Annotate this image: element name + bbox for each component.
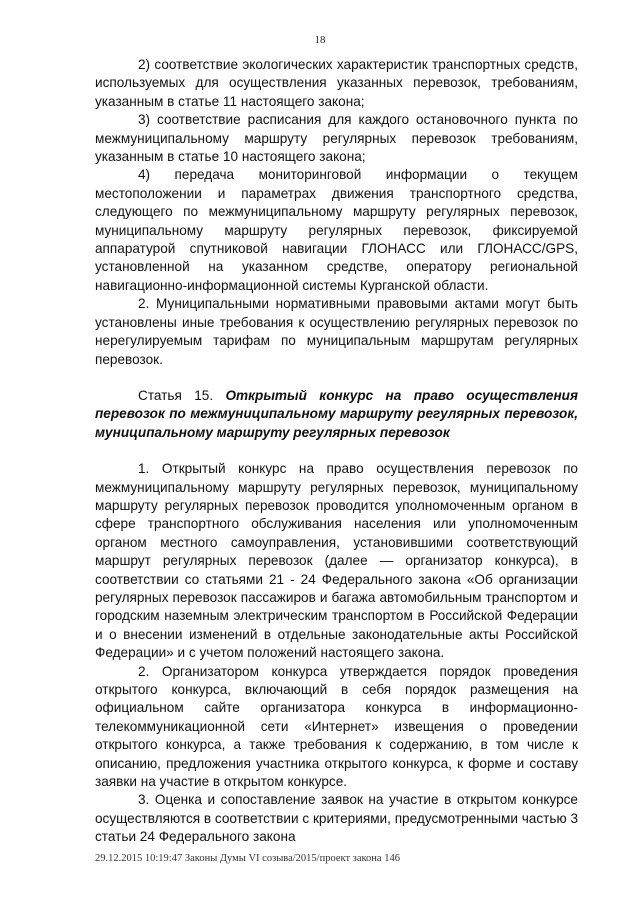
paragraph: 2) соответствие экологических характеристик транспортных средств, используемых для осуществления указанных перевозок, требованиям, указанным в статье 11 настоящего закона; [95, 57, 578, 109]
article-title: Открытый конкурс на право осуществления перевозок по межмуниципальному маршруту регулярных перевозок, муниципальному маршруту регулярных перевозок [95, 387, 578, 440]
footer-stamp: 29.12.2015 10:19:47 Законы Думы VI созыва/2015/проект закона 146 [95, 853, 400, 864]
page-number: 18 [314, 34, 326, 46]
article-number: Статья 15. [138, 387, 214, 403]
paragraph: 1. Открытый конкурс на право осуществления перевозок по межмуниципальному маршруту регулярных перевозок, муниципальному маршруту регулярных перевозок проводится уполномоченным органом в сфере транспортного обслуживания населения или уполномоченным органом местного самоуправления, установившими соответствующий маршрут регулярных перевозок (далее — организатор конкурса), в соответствии со статьями 21 - 24 Федерального закона «Об организации регулярных перевозок пассажиров и багажа автомобильным транспортом и городским наземным электрическим транспортом в Российской Федерации и о внесении изменений в отдельные законодательные акты Российской Федерации» и с учетом положений настоящего закона. [95, 461, 578, 661]
document-body [95, 56, 578, 847]
paragraph: 2. Муниципальными нормативными правовыми актами могут быть установлены иные требования к осуществлению регулярных перевозок по нерегулируемым тарифам по муниципальным маршрутам регулярных перевозок. [95, 296, 578, 367]
paragraph: 3. Оценка и сопоставление заявок на участие в открытом конкурсе осуществляются в соответствии с критериями, предусмотренными частью 3 статьи 24 Федерального закона [95, 792, 578, 845]
article-heading [95, 387, 578, 442]
paragraph: 2. Организатором конкурса утверждается порядок проведения открытого конкурса, включающий в себя порядок размещения на официальном сайте организатора конкурса в информационно-телекоммуникационной сети «Интернет» извещения о проведении открытого конкурса, а также требования к содержанию, в том числе к описанию, предложения участника открытого конкурса, к форме и составу заявки на участие в открытом конкурсе. [95, 663, 578, 790]
paragraph: 3) соответствие расписания для каждого остановочного пункта по межмуниципальному маршруту регулярных перевозок требованиям, указанным в статье 10 настоящего закона; [95, 112, 578, 165]
paragraph: 4) передача мониторинговой информации о текущем местоположении и параметрах движения транспортного средства, следующего по межмуниципальному маршруту регулярных перевозок, муниципальному маршруту регулярных перевозок, фиксируемой аппаратурой спутниковой навигации ГЛОНАСС или ГЛОНАСС/GPS, установленной на указанном средстве, оператору региональной навигационно-информационной системы Курганской области. [95, 167, 578, 293]
